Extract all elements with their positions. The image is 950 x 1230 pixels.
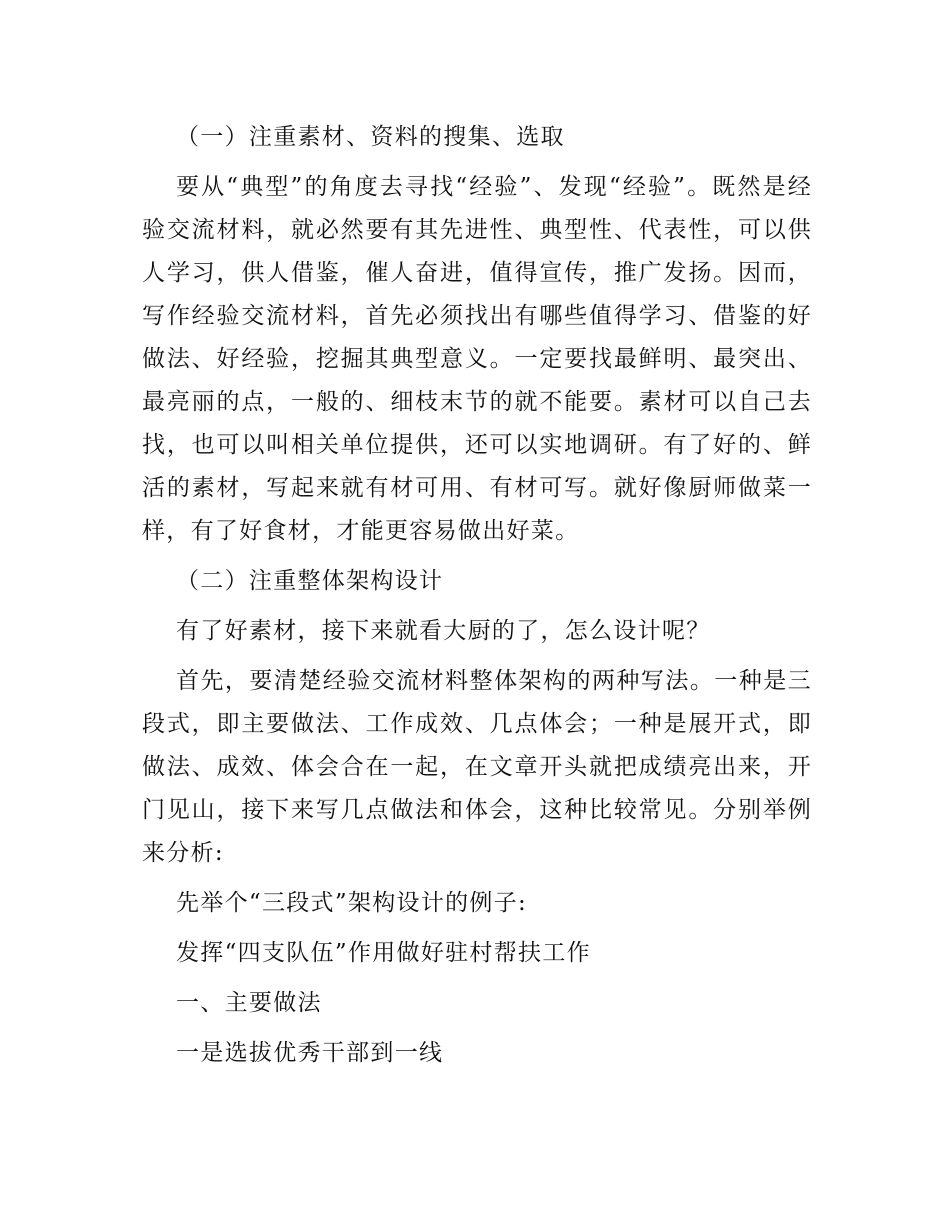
example-point-1: 一是选拔优秀干部到一线 bbox=[176, 1040, 444, 1066]
paragraph-structure-methods: 首先，要清楚经验交流材料整体架构的两种写法。一种是三段式，即主要做法、工作成效、几点体会；一种是展开式，即做法、成效、体会合在一起，在文章开头就把成绩亮出来，开门见山，接下来写几点做法和体会，这种比较常见。分别举例来分析: bbox=[142, 668, 812, 866]
paragraph-material-collection: 要从“典型”的角度去寻找“经验”、发现“经验”。既然是经验交流材料，就必然要有其先进性、典型性、代表性，可以供人学习，供人借鉴，催人奋进，值得宣传，推广发扬。因而，写作经验交流材料，首先必须找出有哪些值得学习、借鉴的好做法、好经验，挖掘其典型意义。一定要找最鲜明、最突出、最亮丽的点，一般的、细枝末节的就不能要。素材可以自己去找，也可以叫相关单位提供，还可以实地调研。有了好的、鲜活的素材，写起来就有材可用、有材可写。就好像厨师做菜一样，有了好食材，才能更容易做出好菜。 bbox=[142, 174, 812, 544]
example-title: 发挥“四支队伍”作用做好驻村帮扶工作 bbox=[176, 940, 591, 966]
paragraph-design-question: 有了好素材，接下来就看大厨的了，怎么设计呢？ bbox=[176, 618, 711, 644]
document-body bbox=[142, 116, 812, 1082]
paragraph-example-intro: 先举个“三段式”架构设计的例子: bbox=[176, 890, 528, 916]
example-section-heading: 一、主要做法 bbox=[176, 990, 322, 1016]
section-heading-1: （一）注重素材、资料的搜集、选取 bbox=[176, 124, 565, 150]
section-heading-2: （二）注重整体架构设计 bbox=[176, 568, 444, 594]
